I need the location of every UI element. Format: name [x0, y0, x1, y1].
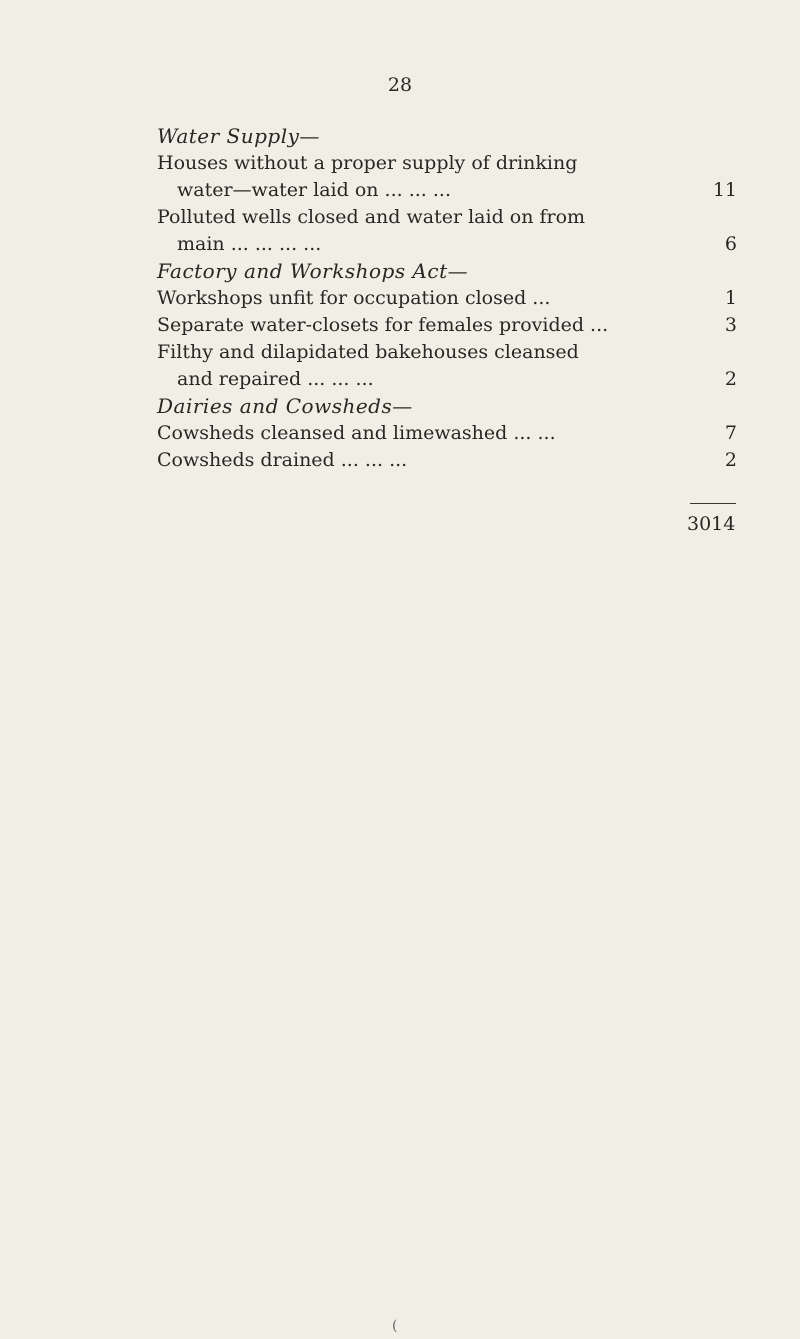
section-heading: Water Supply—	[157, 124, 320, 148]
item-text: Cowsheds drained ... ... ...	[157, 449, 408, 471]
list-item	[157, 231, 757, 258]
list-item	[157, 366, 757, 393]
list-item	[157, 339, 757, 366]
list-item	[157, 447, 757, 474]
item-value: 2	[724, 368, 737, 390]
total-value: 3014	[687, 513, 736, 535]
item-value: 6	[724, 233, 737, 255]
item-text: and repaired ... ... ...	[177, 368, 374, 390]
section-heading: Dairies and Cowsheds—	[157, 394, 413, 418]
item-text: water—water laid on ... ... ...	[177, 179, 451, 201]
item-text: Filthy and dilapidated bakehouses cleansed	[157, 341, 579, 363]
total-rule	[690, 503, 736, 504]
item-text: Polluted wells closed and water laid on from	[157, 206, 586, 228]
item-value: 7	[724, 422, 737, 444]
list-item	[157, 312, 757, 339]
section-dairies-cowsheds	[157, 393, 757, 474]
item-value: 1	[724, 287, 737, 309]
page-mark: (	[392, 1318, 398, 1334]
item-value: 3	[724, 314, 737, 336]
item-text: Separate water-closets for females provided ...	[157, 314, 609, 336]
section-heading: Factory and Workshops Act—	[157, 259, 469, 283]
section-water-supply	[157, 123, 757, 258]
list-item	[157, 420, 757, 447]
item-value: 11	[712, 179, 737, 201]
section-factory-workshops	[157, 258, 757, 393]
list-item	[157, 177, 757, 204]
list-item	[157, 285, 757, 312]
item-text: Workshops unfit for occupation closed ...	[157, 287, 551, 309]
item-value: 2	[724, 449, 737, 471]
list-item	[157, 204, 757, 231]
item-text: Cowsheds cleansed and limewashed ... ...	[157, 422, 556, 444]
list-item	[157, 150, 757, 177]
page-number: 28	[387, 74, 413, 96]
item-text: Houses without a proper supply of drinking	[157, 152, 578, 174]
item-text: main ... ... ... ...	[177, 233, 322, 255]
